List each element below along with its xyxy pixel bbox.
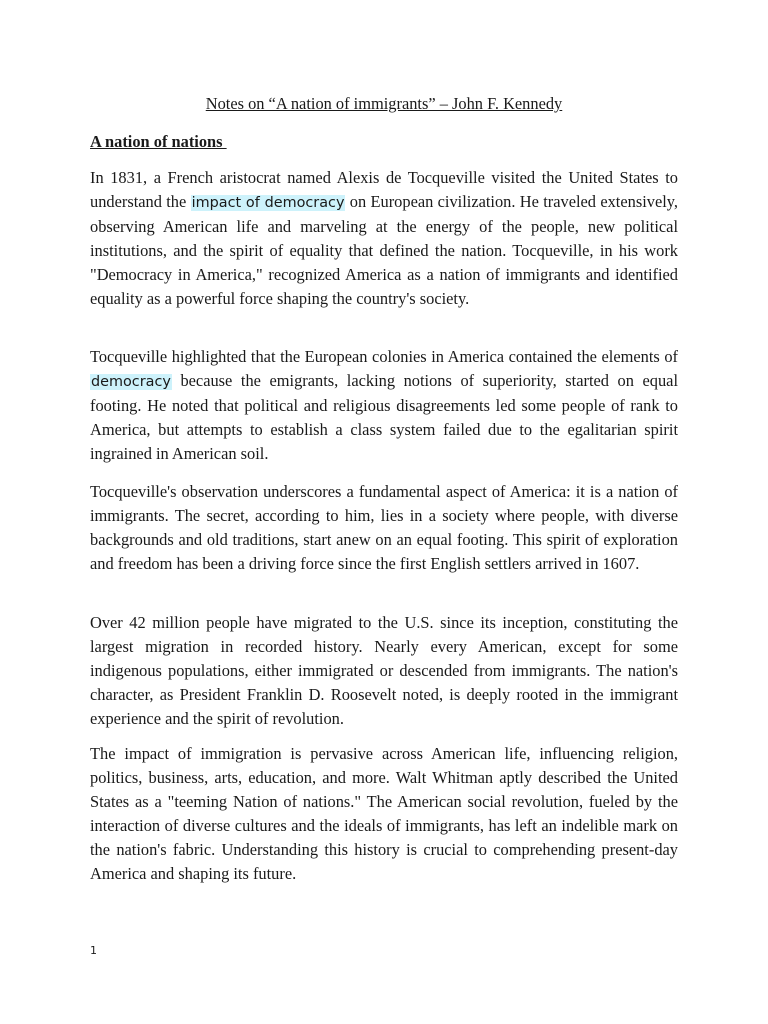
highlighted-text: impact of democracy [191, 195, 345, 212]
paragraph-4: Over 42 million people have migrated to the U.S. since its inception, constituting the largest migration in recorded history. Nearly every American, except for some indigenous populations, either immigrated or descended from immigrants. The nation's character, as President Franklin D. Roosevelt noted, is deeply rooted in the immigrant experience and the spirit of revolution. [90, 613, 678, 729]
paragraph-2 [90, 345, 678, 466]
paragraph-1 [90, 166, 678, 312]
paragraph-5: The impact of immigration is pervasive across American life, influencing religion, politics, business, arts, education, and more. Walt Whitman aptly described the United States as a "teeming Nation of nations." The American social revolution, fueled by the interaction of diverse cultures and the ideals of immigrants, has left an indelible mark on the nation's fabric. Understanding this history is crucial to comprehending present-day America and shaping its future. [90, 744, 678, 884]
page-number: 1 [90, 944, 97, 957]
document-title: Notes on “A nation of immigrants” – John F. Kennedy [205, 94, 563, 113]
paragraph-1-text-start: In 1831, a French aristocrat named Alexis de Tocqueville visited the United States to understand the [90, 168, 678, 212]
paragraph-3: Tocqueville's observation underscores a fundamental aspect of America: it is a nation of immigrants. The secret, according to him, lies in a society where people, with diverse backgrounds and old traditions, start anew on an equal footing. This spirit of exploration and freedom has been a driving force since the first English settlers arrived in 1607. [90, 482, 678, 574]
highlighted-text: democracy [91, 374, 171, 391]
paragraph-2-text-end: because the emigrants, lacking notions of superiority, started on equal footing. He noted that political and religious disagreements led some people of rank to America, but attempts to establish a class system failed due to the egalitarian spirit ingrained in American soil. [90, 371, 678, 464]
paragraph-1-text-end: on European civilization. He traveled extensively, observing American life and marveling at the energy of the people, new political institutions, and the spirit of equality that defined the nation. Tocqueville, in his work "Democracy in America," recognized America as a nation of immigrants and identified equality as a powerful force shaping the country's society. [90, 192, 679, 309]
paragraph-2-text-start: Tocqueville highlighted that the European colonies in America contained the elements of [90, 347, 678, 366]
section-heading: A nation of nations [90, 132, 227, 151]
